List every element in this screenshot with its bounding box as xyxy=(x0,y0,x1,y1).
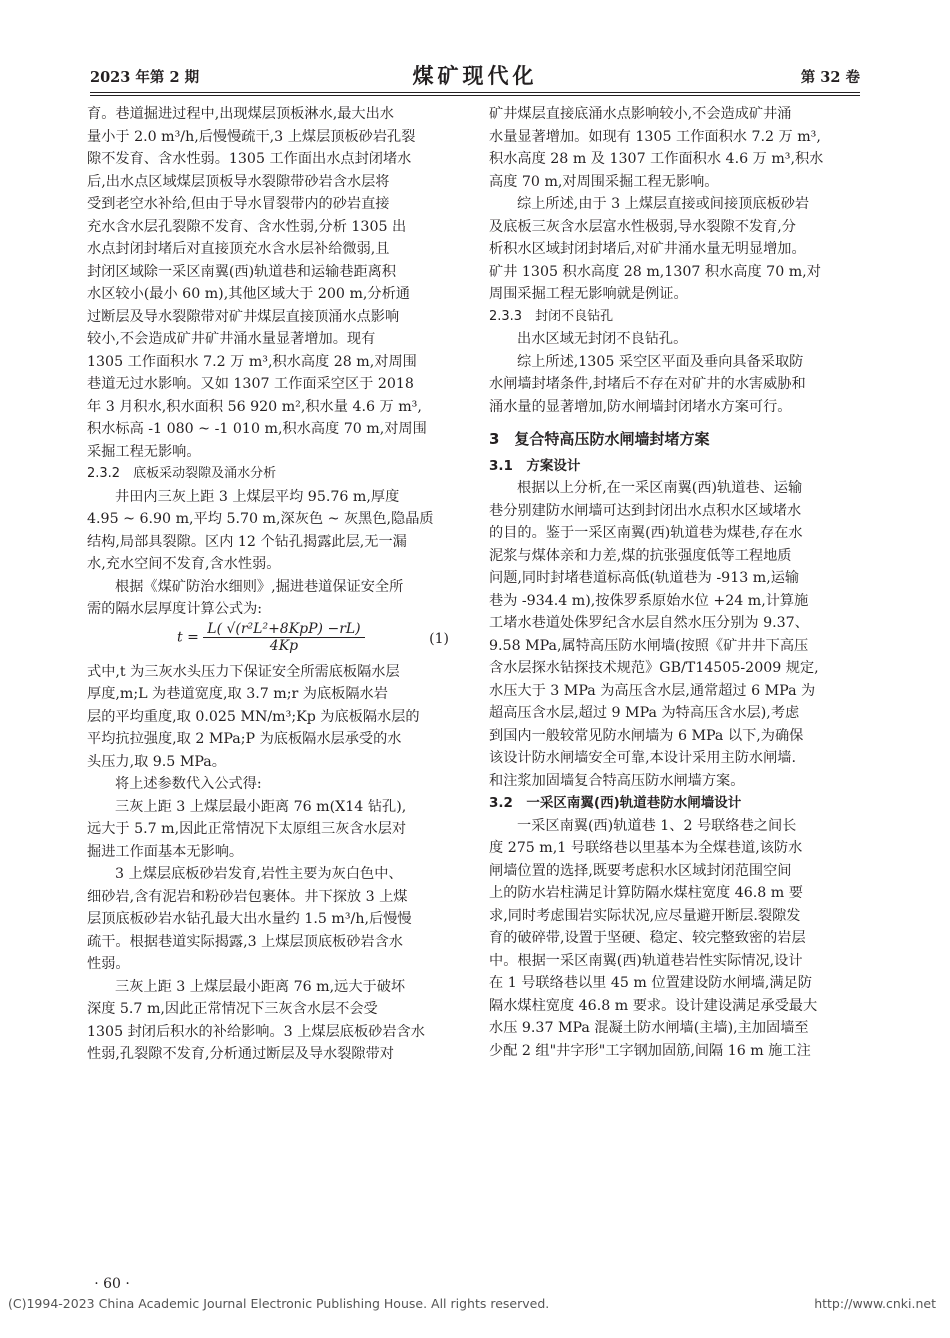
text-line: 掘进工作面基本无影响。 xyxy=(87,843,244,860)
text-line: 和注浆加固墙复合特高压防水闸墙方案。 xyxy=(489,772,745,789)
footer-url: http://www.cnki.net xyxy=(814,1296,936,1311)
text-line: 育。巷道掘进过程中,出现煤层顶板淋水,最大出水 xyxy=(87,106,394,122)
header-rule-thin xyxy=(90,95,860,96)
text-line: 上的防水岩柱满足计算防隔水煤柱宽度 46.8 m 要 xyxy=(489,885,803,901)
text-line: 较小,不会造成矿井矿井涌水量显著增加。现有 xyxy=(87,331,376,347)
text-line: 求,同时考虑围岩实际状况,应尽量避开断层.裂隙发 xyxy=(489,907,801,924)
subsection-heading: 3.1 方案设计 xyxy=(489,457,581,474)
text-line: 9.58 MPa,属特高压防水闸墙(按照《矿井井下高压 xyxy=(489,637,809,654)
text-line: 隙不发育、含水性弱。1305 工作面出水点封闭堵水 xyxy=(87,151,412,167)
text-line: 水闸墙封堵条件,封堵后不存在对矿井的水害威胁和 xyxy=(489,376,806,392)
equation xyxy=(87,621,449,661)
text-line: 疏干。根据巷道实际揭露,3 上煤层顶底板砂岩含水 xyxy=(87,933,403,950)
text-line: 涌水量的显著增加,防水闸墙封闭堵水方案可行。 xyxy=(489,398,792,415)
copyright-notice: (C)1994-2023 China Academic Journal Electronic Publishing House. All rights reserved. xyxy=(8,1296,550,1311)
equation-expression xyxy=(177,621,365,654)
text-line: 将上述参数代入公式得: xyxy=(115,776,262,792)
text-line: 工堵水巷道处侏罗纪含水层自然水压分别为 9.37、 xyxy=(489,615,809,631)
equation-fraction xyxy=(203,621,364,654)
text-line: 的目的。鉴于一采区南翼(西)轨道巷为煤巷,存在水 xyxy=(489,525,803,541)
text-line: 式中,t 为三灰水头压力下保证安全所需底板隔水层 xyxy=(87,663,400,680)
text-line: 三灰上距 3 上煤层最小距离 76 m(X14 钻孔), xyxy=(115,798,407,815)
text-line: 层顶底板砂岩水钻孔最大出水量约 1.5 m³/h,后慢慢 xyxy=(87,911,412,927)
journal-title: 煤矿现代化 xyxy=(412,63,538,88)
text-line: 三灰上距 3 上煤层最小距离 76 m,远大于破坏 xyxy=(115,978,406,995)
running-header xyxy=(90,60,860,96)
text-line: 超高压含水层,超过 9 MPa 为特高压含水层),考虑 xyxy=(489,705,800,721)
text-line: 水区较小(最小 60 m),其他区域大于 200 m,分析通 xyxy=(87,286,410,302)
text-line: 出水区域无封闭不良钻孔。 xyxy=(517,331,688,347)
text-line: 该设计防水闸墙安全可靠,本设计采用主防水闸墙. xyxy=(489,750,796,766)
text-line: 过断层及导水裂隙带对矿井煤层直接顶涌水点影响 xyxy=(87,308,400,325)
text-line: 少配 2 组"井字形"工字钢加固筋,间隔 16 m 施工注 xyxy=(489,1042,811,1059)
text-line: 闸墙位置的选择,既要考虑积水区域封闭范围空间 xyxy=(489,862,792,879)
text-line: 一采区南翼(西)轨道巷 1、2 号联络巷之间长 xyxy=(517,817,797,834)
right-column xyxy=(489,103,851,1062)
equation-numerator: L( √(r²L²+8KpP) −rL) xyxy=(203,621,364,638)
text-line: 泥浆与煤体亲和力差,煤的抗张强度低等工程地质 xyxy=(489,547,792,564)
section-heading: 3 复合特高压防水闸墙封堵方案 xyxy=(489,430,710,448)
equation-denominator: 4Kp xyxy=(269,637,299,654)
text-line: 矿井 1305 积水高度 28 m,1307 积水高度 70 m,对 xyxy=(489,263,821,280)
text-line: 高度 70 m,对周围采掘工程无影响。 xyxy=(489,173,719,190)
text-line: 4.95 ~ 6.90 m,平均 5.70 m,深灰色 ~ 灰黑色,隐晶质 xyxy=(87,511,434,527)
text-line: 1305 工作面积水 7.2 万 m³,积水高度 28 m,对周围 xyxy=(87,353,417,370)
text-line: 综上所述,1305 采空区平面及垂向具备采取防 xyxy=(517,353,804,370)
text-line: 性弱。 xyxy=(87,956,130,972)
header-rule xyxy=(90,92,860,93)
text-line: 积水标高 -1 080 ~ -1 010 m,积水高度 70 m,对周围 xyxy=(87,421,427,437)
text-line: 巷道无过水影响。又如 1307 工作面采空区于 2018 xyxy=(87,376,414,392)
text-line: 积水高度 28 m 及 1307 工作面积水 4.6 万 m³,积水 xyxy=(489,151,824,167)
text-line: 1305 封闭后积水的补给影响。3 上煤层底板砂岩含水 xyxy=(87,1023,425,1040)
text-line: 矿井煤层直接底涌水点影响较小,不会造成矿井涌 xyxy=(489,106,792,122)
text-line: 在 1 号联络巷以里 45 m 位置建设防水闸墙,满足防 xyxy=(489,975,812,991)
subsection-heading: 2.3.2 底板采动裂隙及涌水分析 xyxy=(87,466,277,481)
text-line: 隔水煤柱宽度 46.8 m 要求。设计建设满足承受最大 xyxy=(489,997,818,1014)
text-line: 结构,局部具裂隙。区内 12 个钻孔揭露此层,无一漏 xyxy=(87,533,407,550)
text-line: 到国内一般较常见防水闸墙为 6 MPa 以下,为确保 xyxy=(489,727,804,744)
issue-label: 2023 年第 2 期 xyxy=(90,69,200,86)
text-line: 水压大于 3 MPa 为高压含水层,通常超过 6 MPa 为 xyxy=(489,682,816,699)
text-line: 后,出水点区域煤层顶板导水裂隙带砂岩含水层将 xyxy=(87,173,390,190)
text-line: 充水含水层孔裂隙不发育、含水性弱,分析 1305 出 xyxy=(87,218,407,235)
text-line: 水点封闭封堵后对直接顶充水含水层补给微弱,且 xyxy=(87,241,390,257)
page-number: · 60 · xyxy=(94,1276,130,1292)
text-line: 平均抗拉强度,取 2 MPa;P 为底板隔水层承受的水 xyxy=(87,731,402,747)
volume-label: 第 32 卷 xyxy=(800,69,860,86)
left-column xyxy=(87,103,449,1066)
text-line: 根据以上分析,在一采区南翼(西)轨道巷、运输 xyxy=(517,480,803,496)
text-line: 头压力,取 9.5 MPa。 xyxy=(87,753,226,770)
text-line: 远大于 5.7 m,因此正常情况下太原组三灰含水层对 xyxy=(87,821,407,837)
equation-number: (1) xyxy=(429,630,449,647)
text-line: 巷为 -934.4 m),按侏罗系原始水位 +24 m,计算施 xyxy=(489,592,809,609)
text-line: 巷分别建防水闸墙可达到封闭出水点积水区域堵水 xyxy=(489,502,802,519)
text-line: 中。根据一采区南翼(西)轨道巷岩性实际情况,设计 xyxy=(489,952,803,969)
text-line: 封闭区域除一采区南翼(西)轨道巷和运输巷距离积 xyxy=(87,263,397,280)
text-line: 水量显著增加。如现有 1305 工作面积水 7.2 万 m³, xyxy=(489,128,821,145)
text-line: 度 275 m,1 号联络巷以里基本为全煤巷道,该防水 xyxy=(489,840,803,856)
text-line: 水,充水空间不发育,含水性弱。 xyxy=(87,556,281,572)
text-line: 周围采掘工程无影响就是例证。 xyxy=(489,286,688,302)
text-line: 需的隔水层厚度计算公式为: xyxy=(87,601,263,617)
text-line: 3 上煤层底板砂岩发育,岩性主要为灰白色中、 xyxy=(115,866,403,882)
text-line: 根据《煤矿防治水细则》,掘进巷道保证安全所 xyxy=(115,578,404,595)
text-line: 含水层探水钻探技术规范》GB/T14505-2009 规定, xyxy=(489,660,819,676)
text-line: 受到老空水补给,但由于导水冒裂带内的砂岩直接 xyxy=(87,196,390,212)
text-line: 细砂岩,含有泥岩和粉砂岩包裹体。井下探放 3 上煤 xyxy=(87,888,408,905)
text-line: 性弱,孔裂隙不发育,分析通过断层及导水裂隙带对 xyxy=(87,1046,394,1062)
text-line: 析积水区域封闭封堵后,对矿井涌水量无明显增加。 xyxy=(489,241,806,257)
text-line: 采掘工程无影响。 xyxy=(87,443,201,460)
equation-lhs: t = xyxy=(177,629,199,645)
text-line: 水压 9.37 MPa 混凝土防水闸墙(主墙),主加固墙至 xyxy=(489,1020,809,1036)
text-line: 量小于 2.0 m³/h,后慢慢疏干,3 上煤层顶板砂岩孔裂 xyxy=(87,128,416,145)
text-line: 层的平均重度,取 0.025 MN/m³;Kp 为底板隔水层的 xyxy=(87,708,420,725)
text-line: 厚度,m;L 为巷道宽度,取 3.7 m;r 为底板隔水岩 xyxy=(87,686,388,702)
text-line: 深度 5.7 m,因此正常情况下三灰含水层不会受 xyxy=(87,1001,378,1017)
text-line: 育的破碎带,设置于坚硬、稳定、较完整致密的岩层 xyxy=(489,930,806,946)
text-line: 及底板三灰含水层富水性极弱,导水裂隙不发育,分 xyxy=(489,218,796,235)
text-line: 综上所述,由于 3 上煤层直接或间接顶底板砂岩 xyxy=(517,196,810,212)
text-line: 年 3 月积水,积水面积 56 920 m²,积水量 4.6 万 m³, xyxy=(87,398,422,415)
subsection-heading: 3.2 一采区南翼(西)轨道巷防水闸墙设计 xyxy=(489,795,742,811)
text-line: 井田内三灰上距 3 上煤层平均 95.76 m,厚度 xyxy=(115,488,400,505)
subsection-heading: 2.3.3 封闭不良钻孔 xyxy=(489,308,614,324)
text-line: 问题,同时封堵巷道标高低(轨道巷为 -913 m,运输 xyxy=(489,570,800,586)
